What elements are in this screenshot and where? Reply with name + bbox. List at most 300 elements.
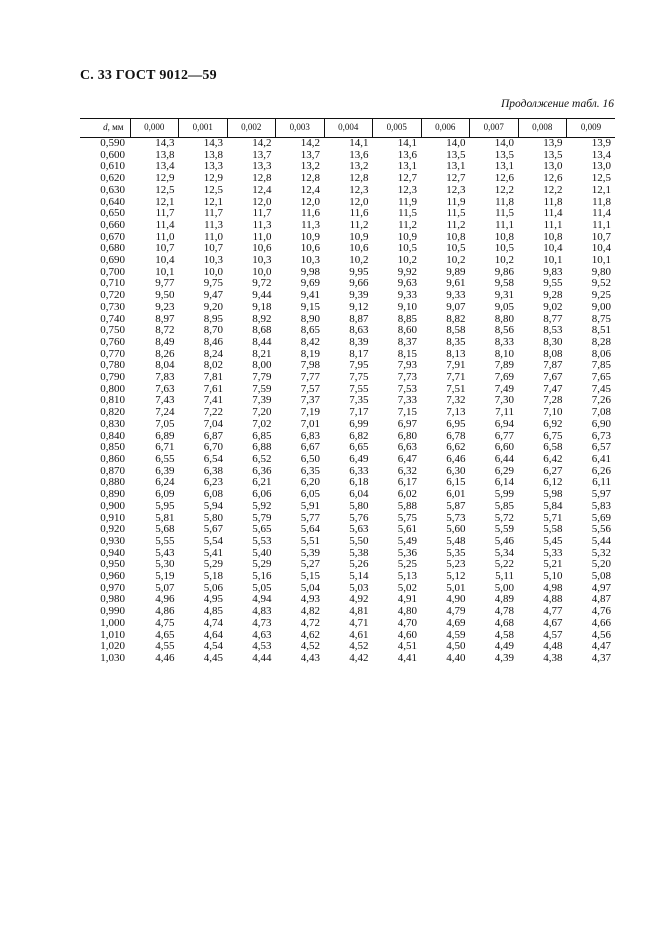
table-cell: 7,01 [300, 417, 320, 430]
table-row [80, 618, 615, 630]
table-cell: 13,0 [543, 160, 563, 173]
table-continuation-caption [501, 98, 614, 110]
table-cell: 8,13 [446, 347, 466, 360]
table-cell: 6,77 [494, 429, 514, 442]
table-cell: 4,97 [591, 581, 611, 594]
table-cell: 13,1 [446, 160, 466, 173]
table-cell: 8,26 [155, 347, 175, 360]
table-cell: 6,73 [591, 429, 611, 442]
table-cell: 5,01 [446, 581, 466, 594]
row-diameter-cell: 0,960 [100, 570, 125, 583]
table-cell: 8,68 [252, 324, 272, 337]
row-diameter-cell: 0,830 [100, 417, 125, 430]
table-cell: 5,75 [397, 511, 417, 524]
table-cell: 5,63 [349, 523, 369, 536]
table-cell: 10,2 [349, 254, 369, 267]
table-cell: 14,0 [446, 137, 466, 149]
table-cell: 8,49 [155, 335, 175, 348]
table-cell: 14,1 [397, 137, 417, 149]
row-diameter-cell: 1,010 [100, 628, 125, 641]
table-cell: 8,19 [300, 347, 320, 360]
table-cell: 7,61 [203, 382, 223, 395]
table-cell: 12,0 [252, 195, 272, 208]
table-cell: 6,21 [252, 476, 272, 489]
table-cell: 8,90 [300, 312, 320, 325]
table-cell: 7,47 [543, 382, 563, 395]
table-cell: 6,27 [543, 464, 563, 477]
table-cell: 4,55 [155, 640, 175, 653]
table-cell: 11,7 [204, 207, 223, 220]
table-cell: 9,05 [494, 300, 514, 313]
table-cell: 9,23 [155, 300, 175, 313]
table-cell: 6,94 [494, 417, 514, 430]
table-cell: 7,20 [252, 406, 272, 419]
table-cell: 9,15 [300, 300, 320, 313]
column-header: 0,007 [470, 119, 519, 138]
diameter-symbol: d [103, 122, 108, 133]
table-cell: 8,17 [349, 347, 369, 360]
row-diameter-cell: 0,920 [100, 523, 125, 536]
table-cell: 7,37 [300, 394, 320, 407]
table-cell: 8,42 [300, 335, 320, 348]
column-header: 0,006 [421, 119, 470, 138]
column-header: 0,003 [276, 119, 325, 138]
table-cell: 7,65 [591, 371, 611, 384]
table-cell: 6,87 [203, 429, 223, 442]
table-cell: 4,86 [155, 605, 175, 618]
table-cell: 6,36 [252, 464, 272, 477]
table-cell: 4,83 [252, 605, 272, 618]
table-cell: 5,38 [349, 546, 369, 559]
table-cell: 6,99 [349, 417, 369, 430]
table-cell: 9,33 [446, 289, 466, 302]
table-cell: 10,4 [155, 254, 175, 267]
table-cell: 6,30 [446, 464, 466, 477]
table-cell: 7,89 [494, 359, 514, 372]
table-cell: 4,48 [543, 640, 563, 653]
table-cell: 7,19 [300, 406, 320, 419]
table-cell: 6,50 [300, 452, 320, 465]
table-cell: 7,69 [494, 371, 514, 384]
table-cell: 12,2 [543, 183, 563, 196]
table-cell: 9,77 [155, 277, 175, 290]
table-cell: 7,55 [349, 382, 369, 395]
table-cell: 9,58 [494, 277, 514, 290]
table-cell: 10,3 [203, 254, 223, 267]
table-cell: 13,2 [300, 160, 320, 173]
table-cell: 6,65 [349, 441, 369, 454]
row-diameter-cell: 0,980 [100, 593, 125, 606]
table-cell: 10,7 [203, 242, 223, 255]
column-header: 0,001 [179, 119, 228, 138]
row-diameter-cell: 0,780 [100, 359, 125, 372]
table-cell: 4,87 [591, 593, 611, 606]
table-cell: 8,04 [155, 359, 175, 372]
row-diameter-cell: 0,820 [100, 406, 125, 419]
table-cell: 4,62 [300, 628, 320, 641]
table-cell: 4,72 [300, 616, 320, 629]
table-cell: 6,90 [591, 417, 611, 430]
table-cell: 8,82 [446, 312, 466, 325]
table-cell: 13,3 [203, 160, 223, 173]
table-cell: 4,82 [300, 605, 320, 618]
table-cell: 4,74 [203, 616, 223, 629]
table-cell: 12,4 [252, 183, 272, 196]
table-cell: 10,8 [543, 230, 563, 243]
table-cell: 5,18 [203, 570, 223, 583]
table-cell: 7,41 [203, 394, 223, 407]
table-cell: 8,02 [203, 359, 223, 372]
table-cell: 14,2 [252, 137, 272, 149]
table-cell: 7,85 [591, 359, 611, 372]
table-cell: 8,24 [203, 347, 223, 360]
table-cell: 11,9 [398, 195, 417, 208]
table-cell: 4,57 [543, 628, 563, 641]
table-cell: 5,07 [155, 581, 175, 594]
table-cell: 10,3 [252, 254, 272, 267]
table-cell: 5,72 [494, 511, 514, 524]
row-diameter-cell: 0,710 [100, 277, 125, 290]
row-diameter-cell: 0,680 [100, 242, 125, 255]
table-row [80, 571, 615, 583]
table-row [80, 536, 615, 548]
table-cell: 8,21 [252, 347, 272, 360]
column-header: 0,002 [227, 119, 276, 138]
row-diameter-cell: 0,970 [100, 581, 125, 594]
table-cell: 7,91 [446, 359, 466, 372]
table-cell: 5,46 [494, 534, 514, 547]
table-cell: 5,81 [155, 511, 175, 524]
table-cell: 6,15 [446, 476, 466, 489]
table-cell: 5,25 [397, 558, 417, 571]
table-cell: 8,08 [543, 347, 563, 360]
table-cell: 12,8 [252, 172, 272, 185]
row-diameter-cell: 0,800 [100, 382, 125, 395]
table-cell: 9,25 [591, 289, 611, 302]
table-cell: 9,00 [591, 300, 611, 313]
table-cell: 11,6 [349, 207, 369, 220]
table-cell: 12,9 [155, 172, 175, 185]
table-cell: 5,76 [349, 511, 369, 524]
table-cell: 5,45 [543, 534, 563, 547]
table-cell: 5,26 [349, 558, 369, 571]
table-cell: 4,47 [591, 640, 611, 653]
table-cell: 9,39 [349, 289, 369, 302]
row-diameter-cell: 1,020 [100, 640, 125, 653]
table-cell: 4,58 [494, 628, 514, 641]
table-cell: 4,43 [300, 651, 320, 664]
table-cell: 4,41 [397, 651, 417, 664]
table-cell: 8,65 [300, 324, 320, 337]
table-cell: 4,73 [252, 616, 272, 629]
table-cell: 6,38 [203, 464, 223, 477]
table-cell: 6,24 [155, 476, 175, 489]
table-cell: 4,94 [252, 593, 272, 606]
continuation-prefix: Продолжение табл. [501, 98, 603, 110]
table-cell: 7,59 [252, 382, 272, 395]
table-cell: 10,3 [300, 254, 320, 267]
table-cell: 10,0 [252, 265, 272, 278]
table-cell: 8,53 [543, 324, 563, 337]
table-cell: 9,80 [591, 265, 611, 278]
table-cell: 5,40 [252, 546, 272, 559]
table-cell: 5,06 [203, 581, 223, 594]
table-cell: 6,71 [155, 441, 175, 454]
table-cell: 5,53 [252, 534, 272, 547]
table-cell: 6,20 [300, 476, 320, 489]
table-cell: 6,83 [300, 429, 320, 442]
table-cell: 7,05 [155, 417, 175, 430]
table-cell: 9,75 [203, 277, 223, 290]
table-cell: 4,85 [203, 605, 223, 618]
table-cell: 12,3 [349, 183, 369, 196]
table-cell: 8,92 [252, 312, 272, 325]
table-cell: 5,29 [252, 558, 272, 571]
table-cell: 6,11 [592, 476, 611, 489]
table-cell: 6,09 [155, 488, 175, 501]
table-cell: 5,77 [300, 511, 320, 524]
table-cell: 4,44 [252, 651, 272, 664]
table-cell: 5,83 [591, 499, 611, 512]
table-cell: 7,22 [203, 406, 223, 419]
table-cell: 9,28 [543, 289, 563, 302]
table-cell: 8,35 [446, 335, 466, 348]
table-cell: 13,6 [397, 148, 417, 161]
column-header: 0,004 [324, 119, 373, 138]
table-cell: 6,47 [397, 452, 417, 465]
table-cell: 7,93 [397, 359, 417, 372]
table-row [80, 419, 615, 431]
table-cell: 6,35 [300, 464, 320, 477]
table-cell: 11,0 [204, 230, 223, 243]
row-diameter-cell: 0,870 [100, 464, 125, 477]
table-cell: 11,5 [398, 207, 417, 220]
table-cell: 8,39 [349, 335, 369, 348]
table-cell: 13,4 [155, 160, 175, 173]
table-cell: 6,04 [349, 488, 369, 501]
table-cell: 5,35 [446, 546, 466, 559]
table-cell: 8,60 [397, 324, 417, 337]
table-cell: 5,02 [397, 581, 417, 594]
table-cell: 7,81 [203, 371, 223, 384]
table-cell: 5,64 [300, 523, 320, 536]
table-cell: 6,85 [252, 429, 272, 442]
table-cell: 11,3 [252, 218, 272, 231]
table-cell: 5,50 [349, 534, 369, 547]
table-cell: 5,32 [591, 546, 611, 559]
table-cell: 10,2 [446, 254, 466, 267]
table-cell: 11,1 [592, 218, 611, 231]
table-cell: 11,2 [349, 218, 369, 231]
table-cell: 7,67 [543, 371, 563, 384]
table-cell: 6,95 [446, 417, 466, 430]
row-diameter-cell: 0,770 [100, 347, 125, 360]
table-cell: 6,57 [591, 441, 611, 454]
table-cell: 8,33 [494, 335, 514, 348]
table-cell: 13,9 [591, 137, 611, 149]
table-cell: 8,87 [349, 312, 369, 325]
table-cell: 5,98 [543, 488, 563, 501]
column-header-diameter [80, 119, 130, 138]
table-cell: 6,88 [252, 441, 272, 454]
table-cell: 13,7 [300, 148, 320, 161]
table-cell: 12,1 [203, 195, 223, 208]
table-cell: 6,18 [349, 476, 369, 489]
table-cell: 4,50 [446, 640, 466, 653]
table-cell: 6,39 [155, 464, 175, 477]
table-cell: 6,54 [203, 452, 223, 465]
table-row [80, 255, 615, 267]
table-cell: 5,15 [300, 570, 320, 583]
table-cell: 7,83 [155, 371, 175, 384]
table-cell: 5,19 [155, 570, 175, 583]
table-cell: 4,54 [203, 640, 223, 653]
table-cell: 9,69 [300, 277, 320, 290]
row-diameter-cell: 0,600 [100, 148, 125, 161]
table-cell: 13,0 [591, 160, 611, 173]
table-cell: 4,46 [155, 651, 175, 664]
table-cell: 7,75 [349, 371, 369, 384]
table-cell: 11,5 [495, 207, 514, 220]
table-cell: 4,56 [591, 628, 611, 641]
table-cell: 8,30 [543, 335, 563, 348]
row-diameter-cell: 0,890 [100, 488, 125, 501]
row-diameter-cell: 0,720 [100, 289, 125, 302]
table-cell: 6,82 [349, 429, 369, 442]
table-cell: 5,56 [591, 523, 611, 536]
row-diameter-cell: 0,730 [100, 300, 125, 313]
table-cell: 6,26 [591, 464, 611, 477]
table-cell: 7,49 [494, 382, 514, 395]
table-cell: 10,8 [446, 230, 466, 243]
table-cell: 8,46 [203, 335, 223, 348]
table-cell: 7,95 [349, 359, 369, 372]
table-cell: 5,60 [446, 523, 466, 536]
table-cell: 10,1 [543, 254, 563, 267]
table-cell: 5,04 [300, 581, 320, 594]
table-cell: 7,79 [252, 371, 272, 384]
row-diameter-cell: 0,940 [100, 546, 125, 559]
table-cell: 9,10 [397, 300, 417, 313]
row-diameter-cell: 0,700 [100, 265, 125, 278]
table-cell: 5,34 [494, 546, 514, 559]
table-cell: 5,21 [543, 558, 563, 571]
table-cell: 8,77 [543, 312, 563, 325]
table-cell: 5,68 [155, 523, 175, 536]
table-cell: 5,10 [543, 570, 563, 583]
row-diameter-cell: 0,590 [100, 137, 125, 149]
table-cell: 7,51 [446, 382, 466, 395]
table-cell: 11,1 [495, 218, 514, 231]
table-cell: 6,62 [446, 441, 466, 454]
table-cell: 13,1 [494, 160, 514, 173]
row-diameter-cell: 0,670 [100, 230, 125, 243]
table-cell: 10,6 [252, 242, 272, 255]
table-cell: 7,02 [252, 417, 272, 430]
table-cell: 8,63 [349, 324, 369, 337]
table-cell: 5,22 [494, 558, 514, 571]
table-cell: 7,30 [494, 394, 514, 407]
table-cell: 6,17 [397, 476, 417, 489]
table-cell: 5,59 [494, 523, 514, 536]
table-cell: 5,20 [591, 558, 611, 571]
table-cell: 12,5 [591, 172, 611, 185]
table-cell: 5,99 [494, 488, 514, 501]
table-cell: 6,23 [203, 476, 223, 489]
table-row [80, 454, 615, 466]
row-diameter-cell: 0,640 [100, 195, 125, 208]
table-cell: 10,1 [591, 254, 611, 267]
row-diameter-cell: 1,030 [100, 651, 125, 664]
table-cell: 5,55 [155, 534, 175, 547]
table-cell: 9,12 [349, 300, 369, 313]
table-cell: 12,5 [155, 183, 175, 196]
table-row [80, 372, 615, 384]
row-diameter-cell: 0,790 [100, 371, 125, 384]
table-cell: 6,78 [446, 429, 466, 442]
table-cell: 4,60 [397, 628, 417, 641]
table-cell: 7,53 [397, 382, 417, 395]
table-cell: 13,3 [252, 160, 272, 173]
table-cell: 12,2 [494, 183, 514, 196]
table-cell: 6,97 [397, 417, 417, 430]
table-cell: 6,52 [252, 452, 272, 465]
table-cell: 12,8 [349, 172, 369, 185]
table-cell: 4,98 [543, 581, 563, 594]
table-cell: 10,9 [349, 230, 369, 243]
table-cell: 9,89 [446, 265, 466, 278]
table-cell: 8,15 [397, 347, 417, 360]
column-header: 0,000 [130, 119, 179, 138]
table-cell: 7,10 [543, 406, 563, 419]
table-cell: 8,75 [591, 312, 611, 325]
table-cell: 11,7 [252, 207, 272, 220]
table-cell: 9,86 [494, 265, 514, 278]
table-cell: 9,55 [543, 277, 563, 290]
table-cell: 4,91 [397, 593, 417, 606]
table-cell: 11,4 [592, 207, 611, 220]
table-cell: 8,06 [591, 347, 611, 360]
table-cell: 12,5 [203, 183, 223, 196]
table-cell: 12,4 [300, 183, 320, 196]
table-cell: 10,9 [397, 230, 417, 243]
row-diameter-cell: 0,950 [100, 558, 125, 571]
table-cell: 6,41 [591, 452, 611, 465]
table-cell: 13,8 [155, 148, 175, 161]
table-cell: 10,8 [494, 230, 514, 243]
table-cell: 5,54 [203, 534, 223, 547]
table-cell: 8,28 [591, 335, 611, 348]
table-cell: 5,69 [591, 511, 611, 524]
row-diameter-cell: 0,850 [100, 441, 125, 454]
table-cell: 5,00 [494, 581, 514, 594]
table-cell: 4,59 [446, 628, 466, 641]
table-cell: 7,57 [300, 382, 320, 395]
table-cell: 7,43 [155, 394, 175, 407]
table-cell: 5,91 [300, 499, 320, 512]
table-cell: 9,92 [397, 265, 417, 278]
table-cell: 5,97 [591, 488, 611, 501]
table-cell: 4,71 [349, 616, 369, 629]
table-cell: 5,92 [252, 499, 272, 512]
table-cell: 5,48 [446, 534, 466, 547]
table-cell: 5,43 [155, 546, 175, 559]
table-cell: 11,0 [155, 230, 175, 243]
table-cell: 10,4 [591, 242, 611, 255]
table-cell: 7,13 [446, 406, 466, 419]
table-cell: 7,04 [203, 417, 223, 430]
table-cell: 5,44 [591, 534, 611, 547]
